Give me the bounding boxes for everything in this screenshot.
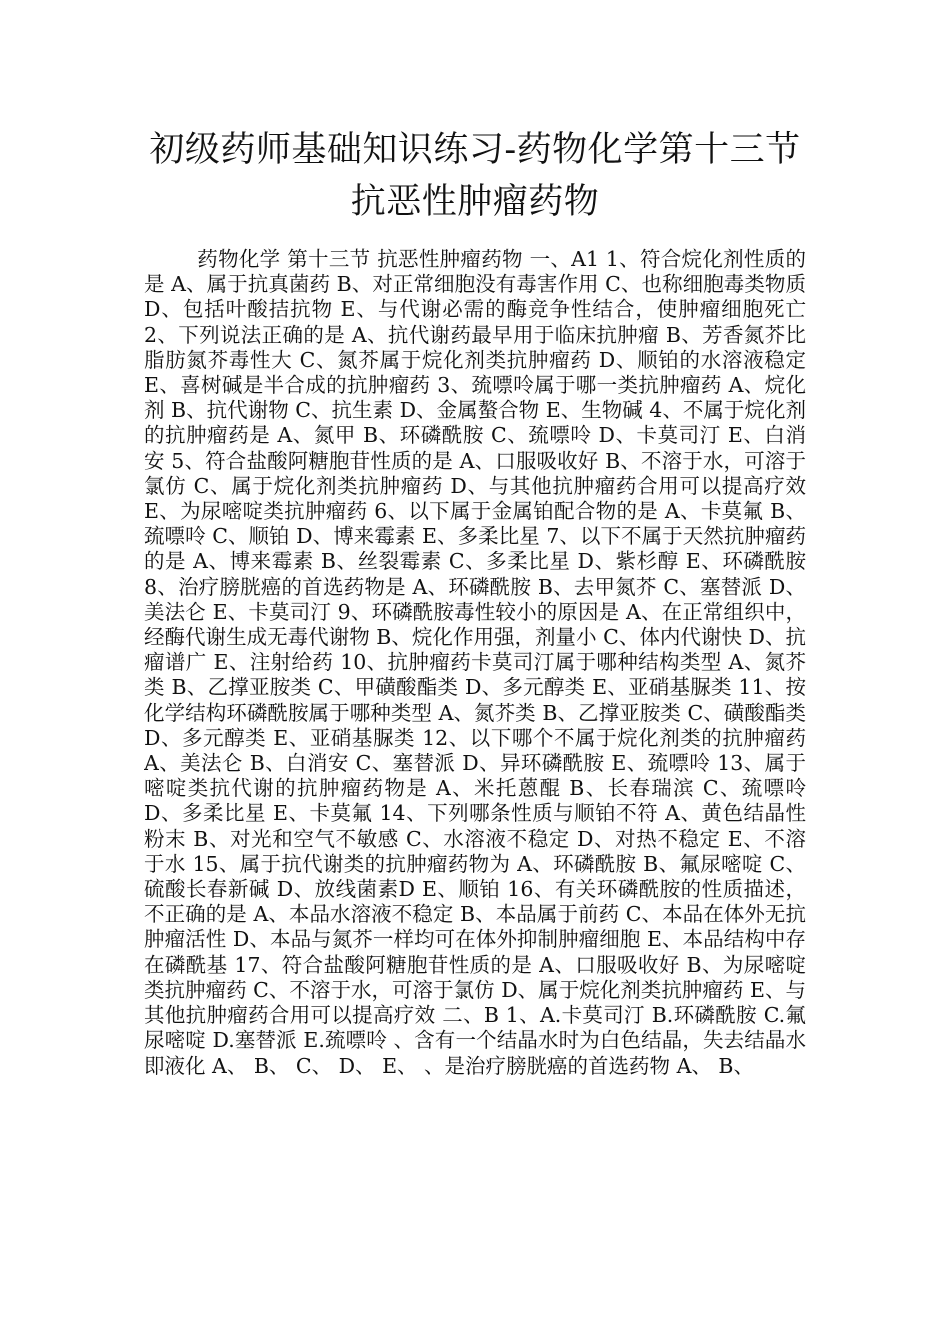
document-body: 药物化学 第十三节 抗恶性肿瘤药物 一、A1 1、符合烷化剂性质的是 A、属于抗真菌药 B、对正常细胞没有毒害作用 C、也称细胞毒类物质 D、包括叶酸拮抗物 E、与代谢必需的酶竞争性结合，使肿瘤细胞死亡 2、下列说法正确的是 A、抗代谢药最早用于临床抗肿瘤 B、芳香氮芥比脂肪氮芥毒性大 C、氮芥属于烷化剂类抗肿瘤药 D、顺铂的水溶液稳定 E、喜树碱是半合成的抗肿瘤药 3、巯嘌呤属于哪一类抗肿瘤药 A、烷化剂 B、抗代谢物 C、抗生素 D、金属螯合物 E、生物碱 4、不属于烷化剂的抗肿瘤药是 A、氮甲 B、环磷酰胺 C、巯嘌呤 D、卡莫司汀 E、白消安 5、符合盐酸阿糖胞苷性质的是 A、口服吸收好 B、不溶于水，可溶于氯仿 C、属于烷化剂类抗肿瘤药 D、与其他抗肿瘤药合用可以提高疗效 E、为尿嘧啶类抗肿瘤药 6、以下属于金属铂配合物的是 A、卡莫氟 B、巯嘌呤 C、顺铂 D、博来霉素 E、多柔比星 7、以下不属于天然抗肿瘤药的是 A、博来霉素 B、丝裂霉素 C、多柔比星 D、紫杉醇 E、环磷酰胺 8、治疗膀胱癌的首选药物是 A、环磷酰胺 B、去甲氮芥 C、塞替派 D、美法仑 E、卡莫司汀 9、环磷酰胺毒性较小的原因是 A、在正常组织中，经酶代谢生成无毒代谢物 B、烷化作用强，剂量小 C、体内代谢快 D、抗瘤谱广 E、注射给药 10、抗肿瘤药卡莫司汀属于哪种结构类型 A、氮芥类 B、乙撑亚胺类 C、甲磺酸酯类 D、多元醇类 E、亚硝基脲类 11、按化学结构环磷酰胺属于哪种类型 A、氮芥类 B、乙撑亚胺类 C、磺酸酯类 D、多元醇类 E、亚硝基脲类 12、以下哪个不属于烷化剂类的抗肿瘤药 A、美法仑 B、白消安 C、塞替派 D、异环磷酰胺 E、巯嘌呤 13、属于嘧啶类抗代谢的抗肿瘤药物是 A、米托蒽醌 B、长春瑞滨 C、巯嘌呤 D、多柔比星 E、卡莫氟 14、下列哪条性质与顺铂不符 A、黄色结晶性粉末 B、对光和空气不敏感 C、水溶液不稳定 D、对热不稳定 E、不溶于水 15、属于抗代谢类的抗肿瘤药物为 A、环磷酰胺 B、氟尿嘧啶 C、硫酸长春新碱 D、放线菌素D E、顺铂 16、有关环磷酰胺的性质描述，不正确的是 A、本品水溶液不稳定 B、本品属于前药 C、本品在体外无抗肿瘤活性 D、本品与氮芥一样均可在体外抑制肿瘤细胞 E、本品结构中存在磷酰基 17、符合盐酸阿糖胞苷性质的是 A、口服吸收好 B、为尿嘧啶类抗肿瘤药 C、不溶于水，可溶于氯仿 D、属于烷化剂类抗肿瘤药 E、与其他抗肿瘤药合用可以提高疗效 二、B 1、A.卡莫司汀 B.环磷酰胺 C.氟尿嘧啶 D.塞替派 E.巯嘌呤 、含有一个结晶水时为白色结晶，失去结晶水即液化 A、 B、 C、 D、 E、 、是治疗膀胱癌的首选药物 A、 B、 [144, 247, 806, 1078]
title-line-2: 抗恶性肿瘤药物 [350, 182, 600, 222]
document-title [120, 124, 830, 228]
title-line-1: 初级药师基础知识练习-药物化学第十三节 [149, 130, 801, 170]
